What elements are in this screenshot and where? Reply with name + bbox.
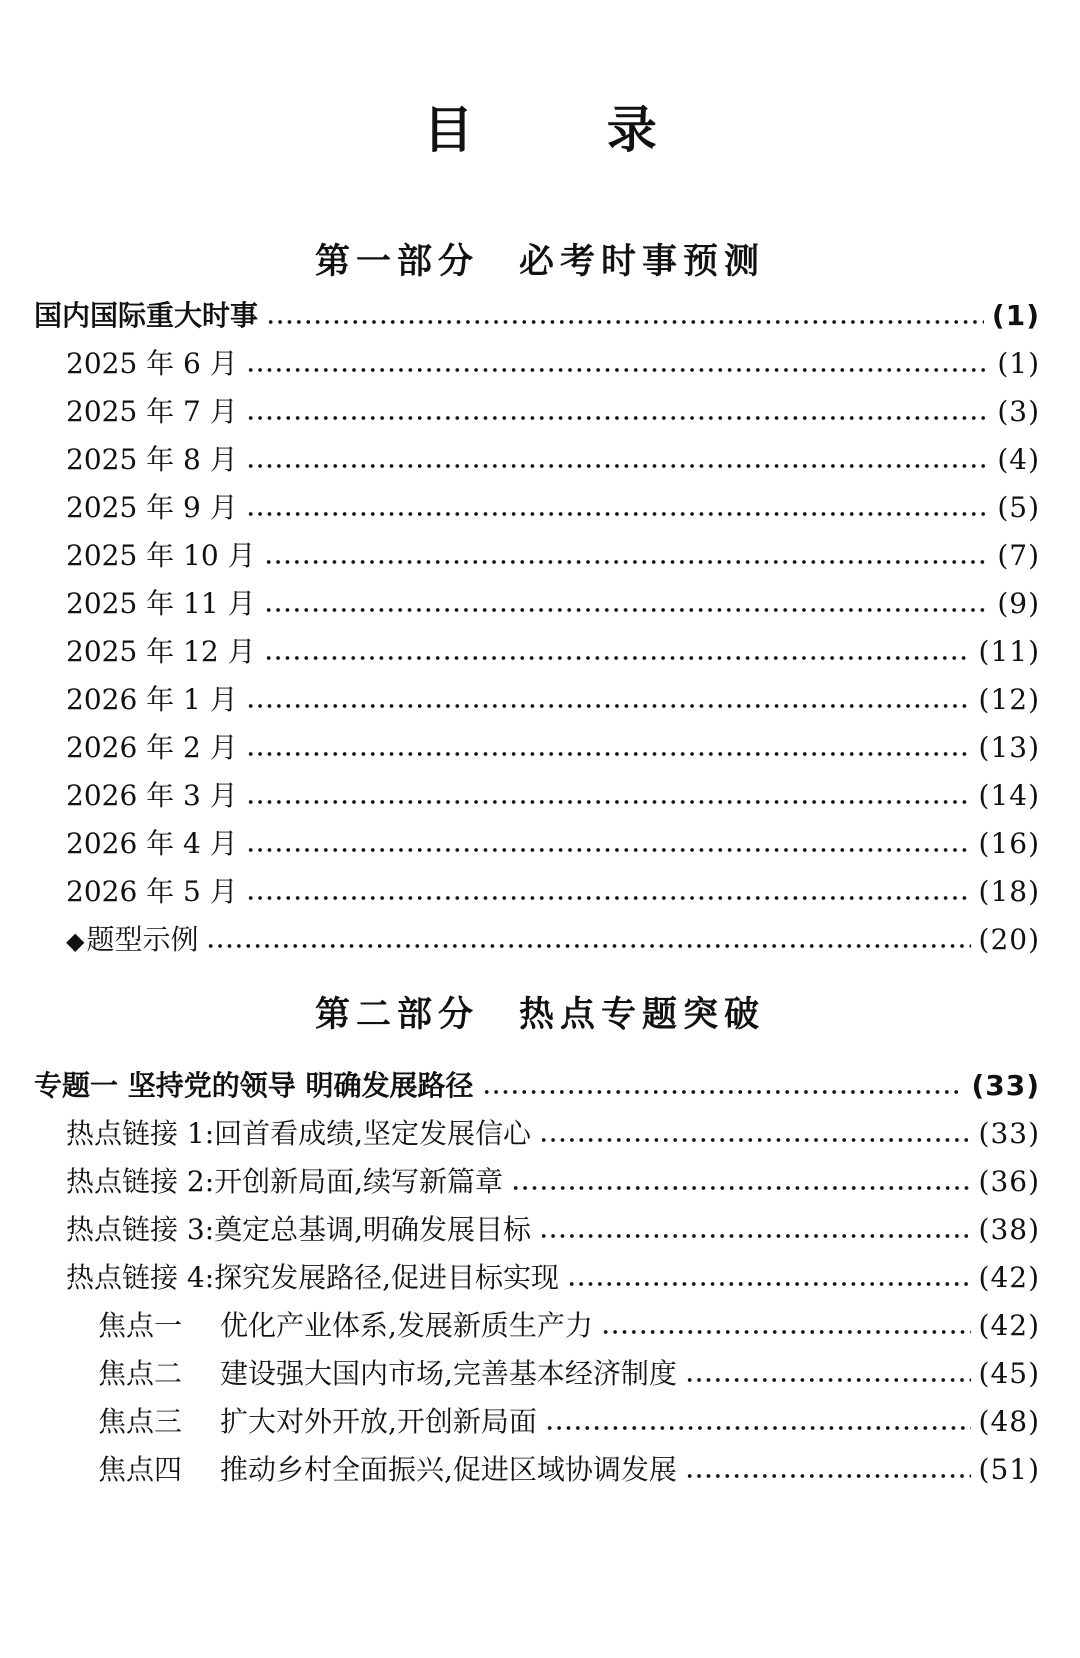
toc-entry-2025-09[interactable] [66, 483, 1040, 533]
entry-label [98, 1397, 537, 1447]
entry-label: 2026 年 5 月 [66, 875, 238, 908]
toc-entry-question-examples[interactable] [66, 915, 1040, 965]
focus-title: 扩大对外开放,开创新局面 [220, 1405, 537, 1438]
entry-page: (9) [997, 587, 1040, 620]
focus-title: 建设强大国内市场,完善基本经济制度 [220, 1357, 677, 1390]
entry-page: (3) [997, 395, 1040, 428]
entry-page: (36) [978, 1165, 1040, 1198]
entry-label: 2025 年 10 月 [66, 539, 256, 572]
toc-entry-hotlink-3[interactable] [66, 1205, 1040, 1255]
dot-leader [246, 435, 990, 485]
focus-title: 优化产业体系,发展新质生产力 [220, 1309, 593, 1342]
dot-leader [567, 1253, 970, 1303]
entry-page: (45) [978, 1357, 1040, 1390]
diamond-bullet-icon: ◆ [66, 926, 85, 955]
dot-leader [601, 1301, 971, 1351]
dot-leader [246, 771, 971, 821]
entry-page: (51) [978, 1453, 1040, 1486]
toc-entry-2026-05[interactable] [66, 867, 1040, 917]
entry-page: (42) [978, 1309, 1040, 1342]
entry-label: 热点链接 1:回首看成绩,坚定发展信心 [66, 1117, 532, 1150]
entry-label: 热点链接 3:奠定总基调,明确发展目标 [66, 1213, 532, 1246]
focus-title: 推动乡村全面振兴,促进区域协调发展 [220, 1453, 677, 1486]
dot-leader [264, 531, 990, 581]
entry-label: 2026 年 1 月 [66, 683, 238, 716]
entry-page: (14) [978, 779, 1040, 812]
entry-label: 2025 年 12 月 [66, 635, 256, 668]
toc-entry-2025-08[interactable] [66, 435, 1040, 485]
entry-label [98, 1445, 677, 1495]
entry-page: (16) [978, 827, 1040, 860]
entry-page: (12) [978, 683, 1040, 716]
toc-entry-focus-2[interactable] [98, 1349, 1040, 1399]
entry-label: 2026 年 4 月 [66, 827, 238, 860]
dot-leader [264, 627, 971, 677]
dot-leader [539, 1109, 970, 1159]
toc-entry-2025-06[interactable] [66, 339, 1040, 389]
toc-entry-2025-11[interactable] [66, 579, 1040, 629]
focus-label: 焦点二 [98, 1357, 183, 1390]
entry-label [66, 915, 198, 966]
dot-leader [246, 339, 990, 389]
entry-page: (1) [991, 299, 1040, 332]
entry-label-text: 题型示例 [86, 922, 199, 956]
focus-label: 焦点四 [98, 1453, 183, 1486]
entry-page: (42) [978, 1261, 1040, 1294]
entry-page: (1) [997, 347, 1040, 380]
toc-entry-2026-03[interactable] [66, 771, 1040, 821]
part2-label: 第二部分 [314, 995, 479, 1035]
toc-entry-2026-04[interactable] [66, 819, 1040, 869]
dot-leader [685, 1445, 971, 1495]
entry-label: 2025 年 6 月 [66, 347, 238, 380]
dot-leader [264, 579, 990, 629]
dot-leader [246, 723, 971, 773]
toc-entry-2025-12[interactable] [66, 627, 1040, 677]
part2-title: 热点专题突破 [519, 995, 766, 1035]
page-title: 目 录 [423, 101, 715, 159]
focus-label: 焦点一 [98, 1309, 183, 1342]
entry-page: (13) [978, 731, 1040, 764]
entry-label [98, 1349, 677, 1399]
part2-heading [0, 993, 1080, 1037]
entry-label: 2025 年 9 月 [66, 491, 238, 524]
dot-leader [246, 819, 971, 869]
entry-page: (4) [997, 443, 1040, 476]
entry-label: 热点链接 2:开创新局面,续写新篇章 [66, 1165, 504, 1198]
toc-entry-2025-10[interactable] [66, 531, 1040, 581]
toc-entry-focus-4[interactable] [98, 1445, 1040, 1495]
part1-heading [0, 240, 1080, 284]
focus-label: 焦点三 [98, 1405, 183, 1438]
entry-label: 国内国际重大时事 [34, 299, 259, 332]
entry-label: 热点链接 4:探究发展路径,促进目标实现 [66, 1261, 560, 1294]
entry-page: (11) [978, 635, 1040, 668]
entry-label: 2026 年 2 月 [66, 731, 238, 764]
entry-label: 2025 年 11 月 [66, 587, 256, 620]
entry-page: (18) [978, 875, 1040, 908]
part1-label: 第一部分 [314, 242, 479, 282]
entry-page: (20) [978, 923, 1040, 956]
dot-leader [246, 483, 990, 533]
dot-leader [539, 1205, 970, 1255]
entry-page: (48) [978, 1405, 1040, 1438]
dot-leader [545, 1397, 971, 1447]
toc-entry-2026-02[interactable] [66, 723, 1040, 773]
entry-label: 2026 年 3 月 [66, 779, 238, 812]
toc-entry-2025-07[interactable] [66, 387, 1040, 437]
dot-leader [511, 1157, 970, 1207]
entry-page: (5) [997, 491, 1040, 524]
entry-label: 2025 年 7 月 [66, 395, 238, 428]
dot-leader [246, 387, 990, 437]
entry-page: (38) [978, 1213, 1040, 1246]
toc-entry-focus-3[interactable] [98, 1397, 1040, 1447]
toc-entry-focus-1[interactable] [98, 1301, 1040, 1351]
toc-entry-hotlink-2[interactable] [66, 1157, 1040, 1207]
toc-entry-hotlink-4[interactable] [66, 1253, 1040, 1303]
dot-leader [246, 675, 971, 725]
dot-leader [246, 867, 971, 917]
dot-leader [266, 291, 984, 341]
dot-leader [685, 1349, 971, 1399]
part1-title: 必考时事预测 [519, 242, 766, 282]
entry-label [98, 1301, 593, 1351]
entry-page: (33) [978, 1117, 1040, 1150]
toc-entry-hotlink-1[interactable] [66, 1109, 1040, 1159]
dot-leader [482, 1061, 964, 1111]
entry-page: (33) [971, 1069, 1040, 1102]
toc-entry-topic-1[interactable] [34, 1061, 1040, 1111]
toc-entry-2026-01[interactable] [66, 675, 1040, 725]
entry-label: 2025 年 8 月 [66, 443, 238, 476]
entry-page: (7) [997, 539, 1040, 572]
toc-entry-domestic-international[interactable] [34, 291, 1040, 341]
dot-leader [206, 915, 970, 965]
entry-label: 专题一 坚持党的领导 明确发展路径 [34, 1069, 474, 1102]
